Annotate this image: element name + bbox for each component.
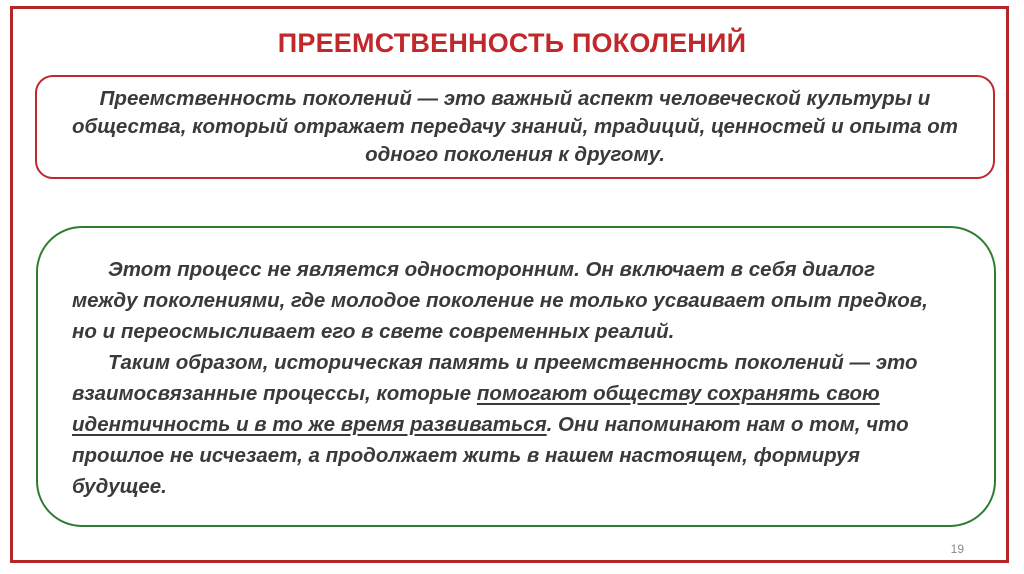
definition-box xyxy=(35,75,995,179)
paragraph-2-end: . Они напоминают нам о том, что прошлое не исчезает, а продолжает жить в нашем настоящем, формируя будущее. xyxy=(72,413,909,498)
paragraph-1: Этот процесс не является односторонним. Он включает в себя диалог между поколениями, где молодое поколение не только усваивает опыт предков, но и переосмысливает его в свете современных реалий. xyxy=(72,258,928,343)
page-number: 19 xyxy=(950,542,964,556)
slide-title: ПРЕЕМСТВЕННОСТЬ ПОКОЛЕНИЙ xyxy=(277,28,747,58)
body-box xyxy=(36,226,996,527)
paragraph-2 xyxy=(72,347,940,502)
paragraph-2-underlined: помогают обществу сохранять свою идентичность и в то же время развиваться xyxy=(72,382,880,436)
paragraph-2-start: Таким образом, историческая память и преемственность поколений — это взаимосвязанные процессы, которые xyxy=(72,351,918,405)
definition-text: Преемственность поколений — это важный аспект человеческой культуры и общества, который отражает передачу знаний, традиций, ценностей и опыта от одного поколения к другому. xyxy=(72,87,958,166)
